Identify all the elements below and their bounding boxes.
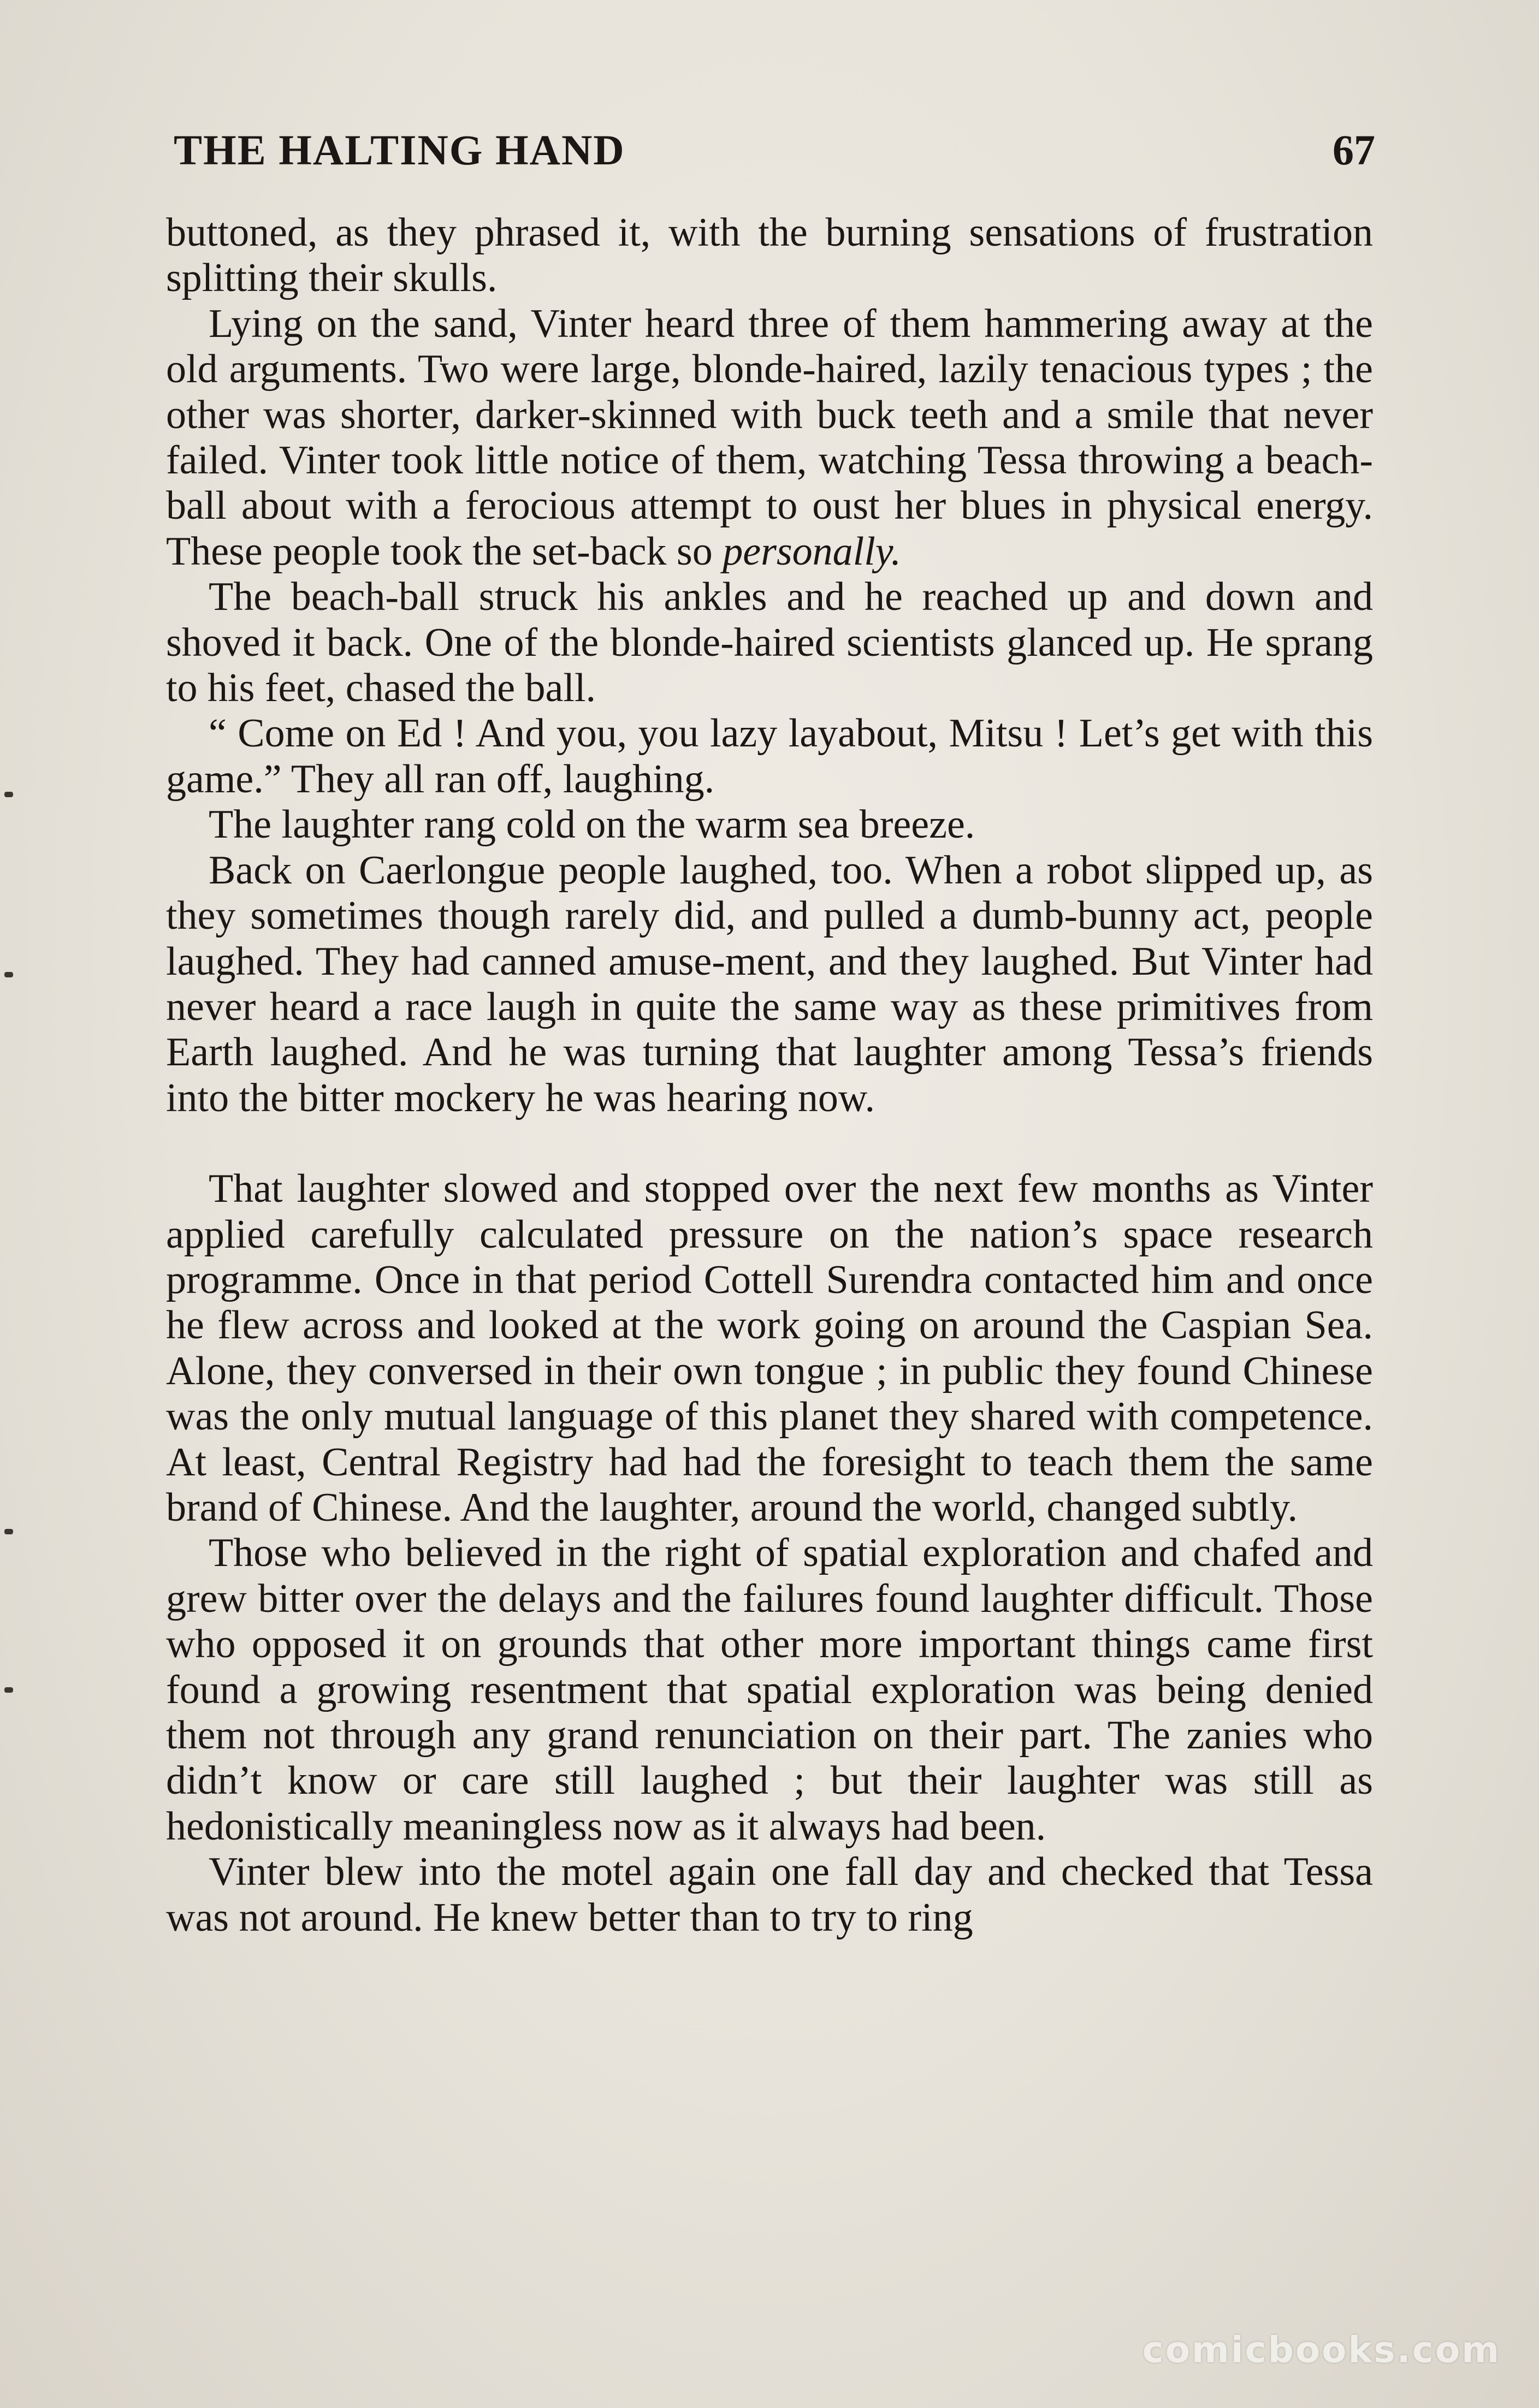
paragraph-6: Back on Caerlongue people laughed, too. When a robot slipped up, as they sometimes though rarely did, and pulled a dumb-bunny act, people laughed. They had canned amuse-ment, and they laughed. But Vinter had never heard a race laugh in quite the same way as these primitives from Earth laughed. And he was turning that laughter among Tessa’s friends into the bitter mockery he was hearing now. — [166, 847, 1373, 1120]
running-title: THE HALTING HAND — [174, 126, 625, 174]
body-text — [166, 210, 1373, 1941]
paragraph-2-emphasis: personally. — [723, 529, 902, 574]
paragraph-3: The beach-ball struck his ankles and he reached up and down and shoved it back. One of the blonde-haired scientists glanced up. He sprang to his feet, chased the ball. — [166, 574, 1373, 711]
paragraph-2-text: Lying on the sand, Vinter heard three of them hammering away at the old arguments. Two were large, blonde-haired, lazily tenacious types ; the other was shorter, darker-skinned with buck teeth and a smile that never failed. Vinter took little notice of them, watching Tessa throwing a beach-ball about with a ferocious attempt to oust her blues in physical energy. These people took the set-back so — [166, 301, 1373, 574]
page-number: 67 — [1333, 126, 1375, 174]
paragraph-9: Vinter blew into the motel again one fall day and checked that Tessa was not around. He knew better than to try to ring — [166, 1849, 1373, 1940]
section-break — [166, 1121, 1373, 1166]
paragraph-7: That laughter slowed and stopped over the next few months as Vinter applied carefully calculated pressure on the nation’s space research programme. Once in that period Cottell Surendra contacted him and once he flew across and looked at the work going on around the Caspian Sea. Alone, they conversed in their own tongue ; in public they found Chinese was the only mutual language of this planet they shared with competence. At least, Central Registry had had the foresight to teach them the same brand of Chinese. And the laughter, around the world, changed subtly. — [166, 1166, 1373, 1530]
paragraph-4: “ Come on Ed ! And you, you lazy layabout, Mitsu ! Let’s get with this game.” They all ran off, laughing. — [166, 711, 1373, 802]
watermark: comicbooks.com — [1142, 2329, 1501, 2371]
margin-speck — [4, 792, 13, 797]
paragraph-8: Those who believed in the right of spatial exploration and chafed and grew bitter over the delays and the failures found laughter difficult. Those who opposed it on grounds that other more important things came first found a growing resentment that spatial exploration was being denied them not through any grand renunciation on their part. The zanies who didn’t know or care still laughed ; but their laughter was still as hedonistically meaningless now as it always had been. — [166, 1531, 1373, 1849]
paragraph-5: The laughter rang cold on the warm sea breeze. — [209, 802, 975, 847]
margin-speck — [4, 1529, 13, 1534]
page-header — [174, 120, 1375, 180]
margin-speck — [4, 1687, 13, 1693]
margin-speck — [4, 972, 13, 977]
paragraph-2 — [166, 301, 1373, 574]
paragraph-1: buttoned, as they phrased it, with the burning sensations of frustration splitting their skulls. — [166, 210, 1373, 301]
